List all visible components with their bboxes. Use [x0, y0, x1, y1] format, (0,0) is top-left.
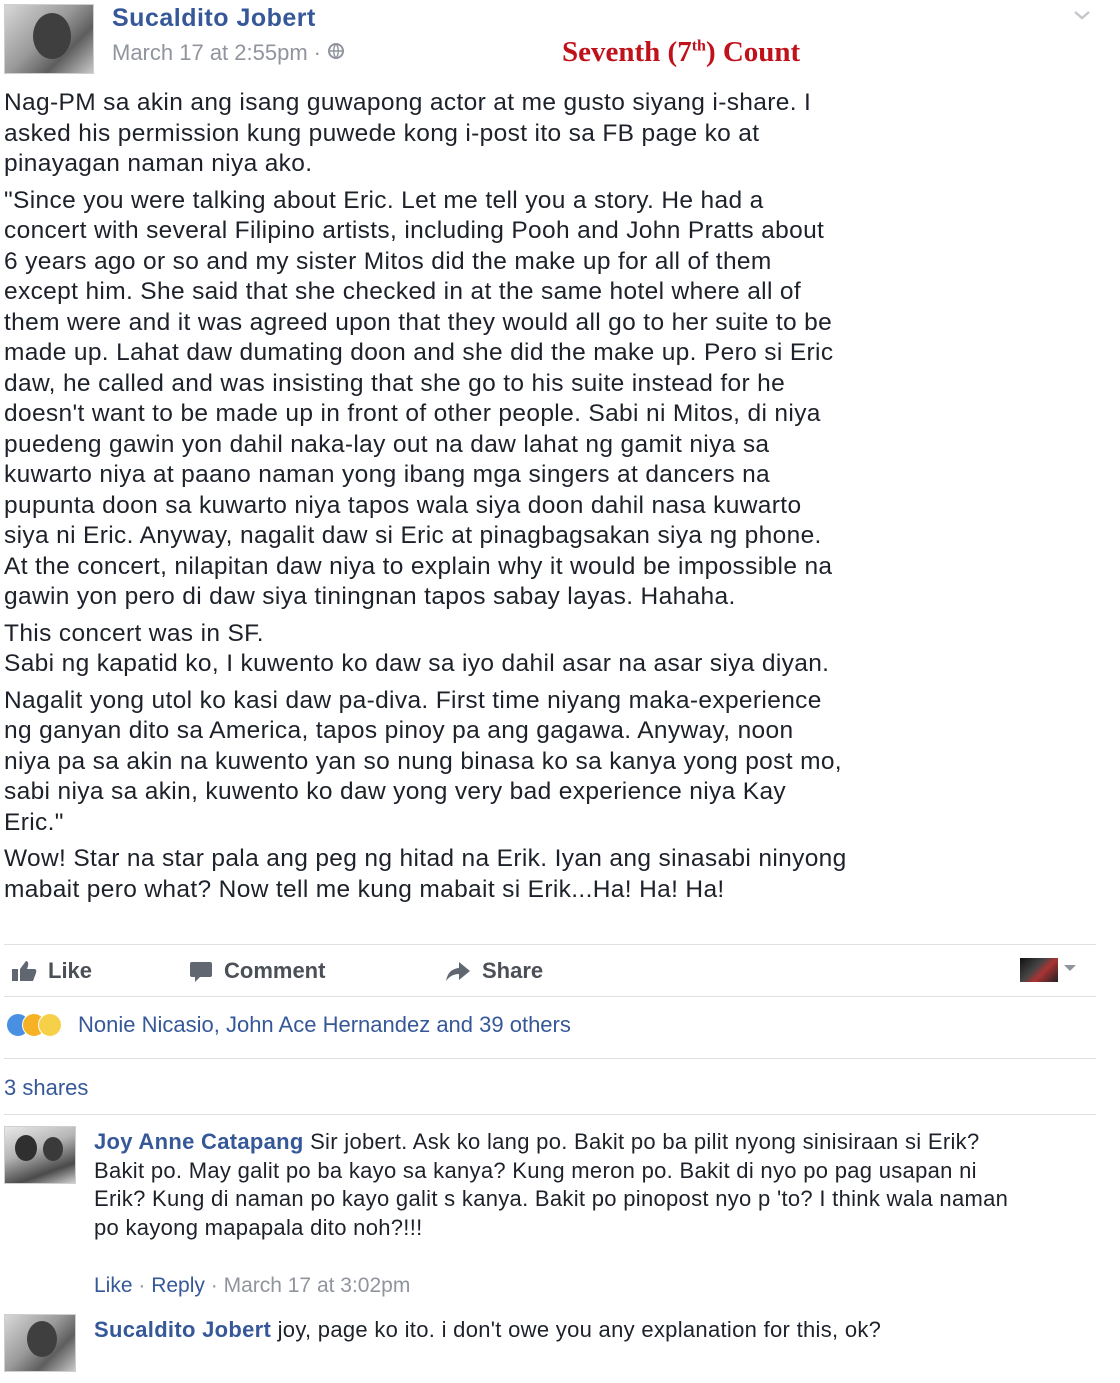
author-avatar[interactable] — [4, 4, 94, 74]
seventh-count-label: Seventh (7th) Count — [562, 36, 801, 68]
comment-button[interactable] — [188, 958, 325, 984]
chevron-down-icon — [1062, 961, 1078, 979]
divider — [4, 944, 1096, 945]
divider — [4, 1114, 1096, 1115]
like-button[interactable] — [10, 958, 92, 984]
separator-dot: · — [313, 40, 321, 65]
share-button[interactable] — [444, 958, 543, 984]
shares-count[interactable]: 3 shares — [4, 1075, 89, 1100]
like-button-label: Like — [48, 958, 93, 983]
comment-meta: Like · Reply · March 17 at 3:02pm — [94, 1274, 411, 1297]
post-timestamp[interactable]: March 17 at 2:55pm — [112, 40, 308, 65]
comment-reply-link[interactable]: Reply — [151, 1274, 205, 1297]
comment-text: joy, page ko ito. i don't owe you any explanation for this, ok? — [277, 1317, 882, 1342]
post-options-chevron-icon[interactable] — [1072, 6, 1092, 27]
comment-author[interactable]: Joy Anne Catapang — [94, 1129, 304, 1154]
globe-icon — [327, 40, 345, 66]
viewer-selector[interactable] — [1020, 958, 1078, 982]
post-paragraph: Wow! Star na star pala ang peg ng hitad na Erik. Iyan ang sinasabi ninyong mabait pero what? Now tell me kung mabait si Erik...Ha! Ha! Ha! — [4, 845, 847, 903]
thumbs-up-icon — [10, 959, 38, 983]
comment-timestamp[interactable]: March 17 at 3:02pm — [223, 1274, 411, 1297]
share-arrow-icon — [444, 959, 472, 983]
comment-bubble-icon — [188, 959, 214, 983]
post-author-name[interactable]: Sucaldito Jobert — [112, 4, 316, 32]
comment-body — [94, 1128, 1034, 1242]
post-paragraph: Nagalit yong utol ko kasi daw pa-diva. First time niyang maka-experience ng ganyan dito sa America, tapos pinoy pa ang gagawa. Anyway, noon niya pa sa akin na kuwento yan so nung binasa ko sa kanya yong post mo, sabi niya sa akin, kuwento ko daw yong very bad experience niya Kay Eric." — [4, 686, 842, 836]
post-paragraph: Nag-PM sa akin ang isang guwapong actor at me gusto siyang i-share. I asked his permission kung puwede kong i-post ito sa FB page ko at pinayagan naman niya ako. — [4, 89, 812, 177]
post-paragraph: "Since you were talking about Eric. Let me tell you a story. He had a concert with several Filipino artists, including Pooh and John Pratts about 6 years ago or so and my sister Mitos did the make up for all of them except him. She said that she checked in at the same hotel where all of them were and it was agreed upon that they would all go to her suite to be made up. Lahat daw dumating doon and she did the make up. Pero si Eric daw, he called and was insisting that she go to his suite instead for he doesn't want to be made up in front of other people. Sabi ni Mitos, di niya puedeng gawin yon dahil naka-lay out na daw lahat ng gamit niya sa kuwarto niya at paano naman yong ibang mga singers at dancers na pupunta doon sa kuwarto niya tapos wala siya doon dahil nasa kuwarto siya ni Eric. Anyway, nagalit daw si Eric at pinagbagsakan siya ng phone. At the concert, nilapitan daw niya to explain why it would be impossible na gawin yon pero di daw siya tiningnan tapos sabay layas. Hahaha. — [4, 186, 834, 610]
divider — [4, 996, 1096, 997]
viewer-avatar — [1020, 958, 1058, 982]
reactions-summary[interactable] — [6, 1012, 571, 1038]
commenter-avatar[interactable] — [4, 1314, 76, 1372]
comment-author[interactable]: Sucaldito Jobert — [94, 1317, 272, 1342]
reactions-text[interactable]: Nonie Nicasio, John Ace Hernandez and 39 others — [78, 1012, 571, 1037]
divider — [4, 1058, 1096, 1059]
share-button-label: Share — [482, 958, 544, 983]
post-paragraph: This concert was in SF. Sabi ng kapatid ko, I kuwento ko daw sa iyo dahil asar na asar siya diyan. — [4, 619, 830, 677]
post-timestamp-row — [112, 40, 345, 66]
comment-like-link[interactable]: Like — [94, 1274, 133, 1297]
post-body — [4, 88, 1114, 911]
comment-text: Sir jobert. Ask ko lang po. Bakit po ba pilit nyong sinisiraan si Erik? Bakit po. May galit po ba kayo sa kanya? Kung meron po. Bakit di nyo po pag usapan ni Erik? Kung di naman po kayo galit s kanya. Bakit po pinopost nyo p 'to? I think wala naman po kayong mapapala dito noh?!!! — [94, 1129, 1009, 1240]
comment-body — [94, 1316, 1084, 1345]
commenter-avatar[interactable] — [4, 1126, 76, 1184]
wow-reaction-icon — [38, 1013, 62, 1037]
comment-button-label: Comment — [224, 958, 326, 983]
